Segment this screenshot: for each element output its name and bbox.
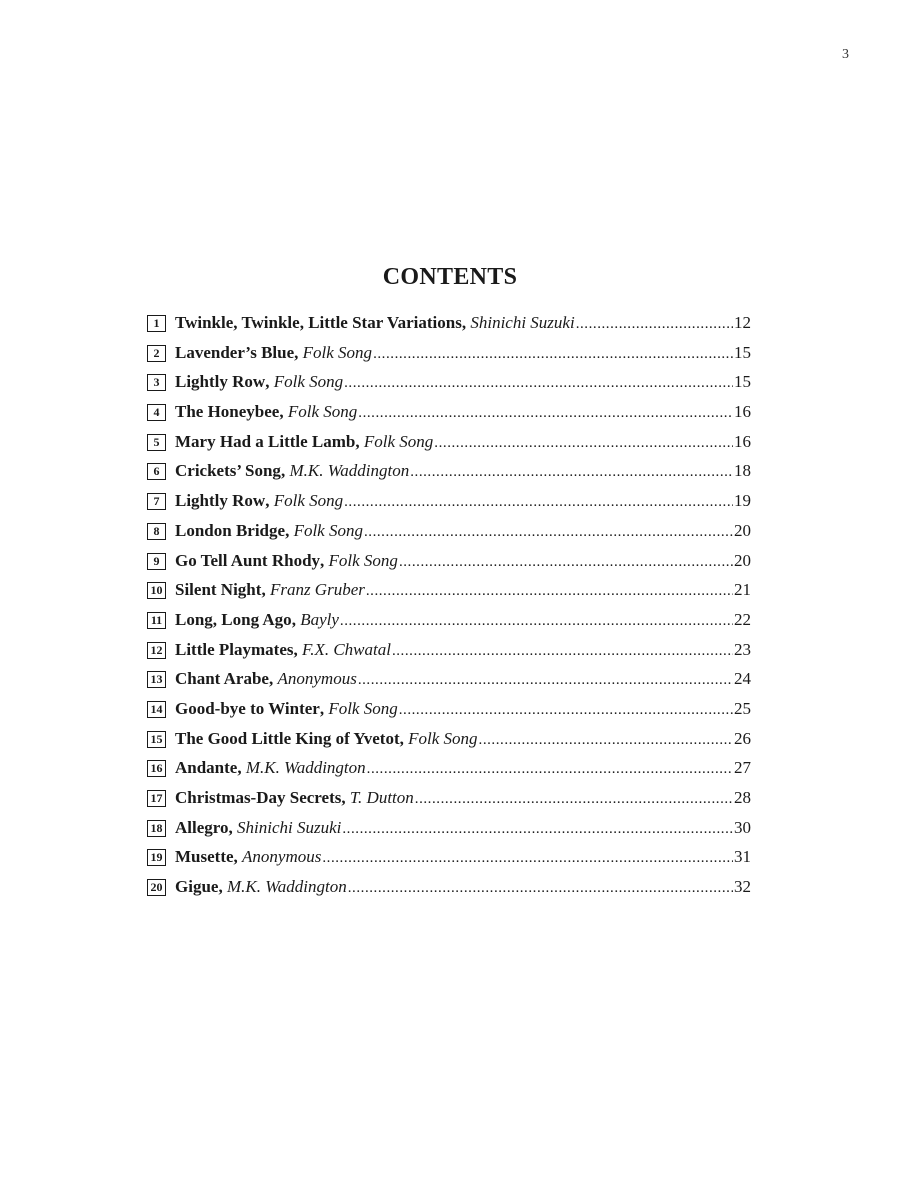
dot-leader: [367, 758, 733, 778]
toc-entry-12[interactable]: [147, 640, 751, 670]
page-reference: 16: [734, 402, 751, 422]
title-separator: ,: [319, 698, 329, 718]
title-separator: ,: [261, 580, 270, 600]
title-separator: ,: [265, 491, 274, 511]
track-number-box: 18: [147, 820, 166, 837]
toc-entry-16[interactable]: [147, 758, 751, 788]
composer-name: Folk Song: [363, 431, 434, 451]
dot-leader: [358, 669, 733, 689]
title-separator: ,: [233, 847, 243, 867]
title-separator: ,: [218, 877, 227, 897]
page-reference: 19: [734, 491, 751, 511]
dot-leader: [344, 372, 733, 392]
toc-entry-19[interactable]: [147, 847, 751, 877]
toc-entry-20[interactable]: [147, 877, 751, 907]
composer-name: Folk Song: [287, 402, 358, 422]
toc-entry-2[interactable]: [147, 343, 751, 373]
composer-name: Folk Song: [328, 550, 398, 570]
composer-name: F.X. Chwatal: [302, 639, 391, 659]
page-reference: 15: [734, 342, 751, 362]
dot-leader: [415, 788, 733, 808]
piece-title: Crickets’ Song: [175, 461, 281, 481]
page-reference: 28: [734, 788, 751, 807]
piece-title: The Honeybee: [175, 402, 280, 422]
toc-entry-8[interactable]: [147, 521, 751, 551]
page-reference: 25: [734, 698, 751, 718]
title-separator: ,: [280, 461, 290, 481]
dot-leader: [576, 313, 733, 333]
toc-entry-3[interactable]: [147, 372, 751, 402]
piece-title: Silent Night: [175, 580, 262, 600]
title-separator: ,: [293, 639, 302, 659]
track-number-box: 7: [147, 493, 166, 510]
page-reference: 15: [734, 372, 751, 392]
track-number-box: 16: [147, 760, 166, 777]
toc-entry-13[interactable]: [147, 669, 751, 699]
page-reference: 21: [734, 580, 751, 600]
title-separator: ,: [399, 728, 409, 748]
composer-name: Folk Song: [328, 698, 398, 718]
toc-entry-14[interactable]: [147, 699, 751, 729]
track-number-box: 15: [147, 731, 166, 748]
page-reference: 23: [734, 639, 751, 659]
page-reference: 20: [734, 520, 751, 540]
dot-leader: [348, 877, 733, 897]
dot-leader: [344, 491, 733, 511]
composer-name: T. Dutton: [349, 788, 414, 807]
track-number-box: 17: [147, 790, 166, 807]
piece-title: Long, Long Ago: [175, 609, 292, 629]
composer-name: Anonymous: [242, 847, 322, 867]
table-of-contents: [147, 313, 751, 907]
toc-entry-18[interactable]: [147, 818, 751, 848]
page-reference: 22: [734, 609, 751, 629]
piece-title: Gigue: [175, 877, 219, 897]
piece-title: Christmas-Day Secrets: [175, 788, 342, 807]
piece-title: Twinkle, Twinkle, Little Star Variations: [175, 313, 462, 332]
composer-name: Folk Song: [273, 491, 344, 511]
dot-leader: [399, 551, 733, 571]
title-separator: ,: [461, 313, 471, 332]
track-number-box: 4: [147, 404, 166, 421]
track-number-box: 6: [147, 463, 166, 480]
page-reference: 24: [734, 669, 751, 689]
dot-leader: [342, 818, 733, 838]
track-number-box: 14: [147, 701, 166, 718]
track-number-box: 11: [147, 612, 166, 629]
piece-title: Lightly Row: [175, 372, 266, 392]
title-separator: ,: [268, 669, 278, 689]
toc-entry-1[interactable]: [147, 313, 751, 343]
page-reference: 27: [734, 758, 751, 778]
track-number-box: 8: [147, 523, 166, 540]
contents-heading: CONTENTS: [382, 264, 518, 290]
piece-title: Mary Had a Little Lamb: [175, 431, 356, 451]
piece-title: Musette: [175, 847, 234, 867]
page-reference: 18: [734, 461, 751, 481]
title-separator: ,: [294, 342, 303, 362]
title-separator: ,: [285, 520, 294, 540]
title-separator: ,: [265, 372, 274, 392]
dot-leader: [392, 640, 733, 660]
dot-leader: [434, 432, 733, 452]
page-reference: 30: [734, 817, 751, 837]
track-number-box: 3: [147, 374, 166, 391]
toc-entry-15[interactable]: [147, 729, 751, 759]
piece-title: Lavender’s Blue: [175, 342, 295, 362]
page-reference: 20: [734, 550, 751, 570]
piece-title: Lightly Row: [175, 491, 266, 511]
dot-leader: [340, 610, 733, 630]
dot-leader: [373, 343, 733, 363]
dot-leader: [410, 461, 733, 481]
dot-leader: [399, 699, 733, 719]
composer-name: Folk Song: [408, 728, 478, 748]
track-number-box: 13: [147, 671, 166, 688]
piece-title: The Good Little King of Yvetot: [175, 728, 400, 748]
title-separator: ,: [237, 758, 246, 778]
composer-name: M.K. Waddington: [226, 877, 347, 897]
dot-leader: [479, 729, 733, 749]
composer-name: Folk Song: [293, 520, 363, 540]
title-separator: ,: [341, 788, 350, 807]
toc-entry-5[interactable]: [147, 432, 751, 462]
piece-title: Little Playmates: [175, 639, 294, 659]
page-number: 3: [842, 47, 849, 62]
title-separator: ,: [355, 431, 364, 451]
page-reference: 31: [734, 847, 751, 867]
page-reference: 12: [734, 313, 751, 332]
piece-title: London Bridge: [175, 520, 286, 540]
composer-name: Folk Song: [302, 342, 373, 362]
track-number-box: 2: [147, 345, 166, 362]
piece-title: Andante: [175, 758, 238, 778]
composer-name: Shinichi Suzuki: [237, 817, 342, 837]
track-number-box: 20: [147, 879, 166, 896]
toc-entry-17[interactable]: [147, 788, 751, 818]
composer-name: Franz Gruber: [269, 580, 365, 600]
title-separator: ,: [320, 550, 329, 570]
toc-entry-4[interactable]: [147, 402, 751, 432]
composer-name: Anonymous: [277, 669, 357, 689]
dot-leader: [358, 402, 733, 422]
toc-entry-11[interactable]: [147, 610, 751, 640]
piece-title: Chant Arabe: [175, 669, 269, 689]
title-separator: ,: [279, 402, 288, 422]
title-separator: ,: [228, 817, 238, 837]
track-number-box: 9: [147, 553, 166, 570]
composer-name: M.K. Waddington: [289, 461, 410, 481]
dot-leader: [364, 521, 733, 541]
track-number-box: 19: [147, 849, 166, 866]
composer-name: Folk Song: [273, 372, 344, 392]
track-number-box: 1: [147, 315, 166, 332]
dot-leader: [322, 847, 733, 867]
page-reference: 26: [734, 728, 751, 748]
title-separator: ,: [291, 609, 301, 629]
dot-leader: [366, 580, 733, 600]
toc-entry-7[interactable]: [147, 491, 751, 521]
track-number-box: 12: [147, 642, 166, 659]
piece-title: Allegro: [175, 817, 229, 837]
piece-title: Go Tell Aunt Rhody: [175, 550, 321, 570]
piece-title: Good-bye to Winter: [175, 698, 320, 718]
page-reference: 16: [734, 431, 751, 451]
toc-entry-6[interactable]: [147, 461, 751, 491]
track-number-box: 5: [147, 434, 166, 451]
page-reference: 32: [734, 877, 751, 897]
composer-name: M.K. Waddington: [245, 758, 366, 778]
toc-entry-9[interactable]: [147, 551, 751, 581]
toc-entry-10[interactable]: [147, 580, 751, 610]
track-number-box: 10: [147, 582, 166, 599]
composer-name: Bayly: [300, 609, 339, 629]
composer-name: Shinichi Suzuki: [470, 313, 575, 332]
